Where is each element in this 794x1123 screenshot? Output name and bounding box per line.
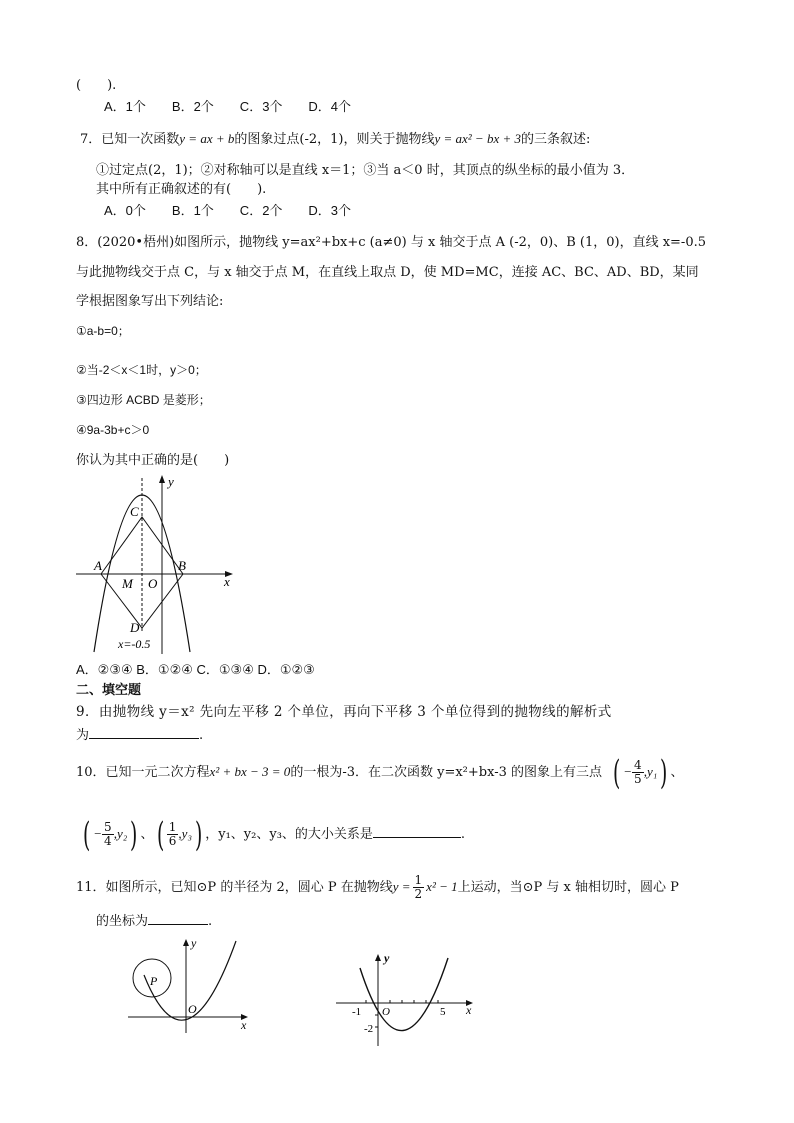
- q11-f2-label-o: O: [382, 1006, 390, 1018]
- q11-prefix: 11．如图所示，已知⊙P 的半径为 2，圆心 P 在抛物线: [76, 880, 393, 895]
- q11-eq-pre: y =: [392, 879, 411, 894]
- q10-stem: [76, 764, 602, 781]
- q8-label-c: C: [130, 504, 139, 519]
- q8-conclusion-4: ④9a-3b+c＞0: [76, 423, 150, 437]
- q11-answer-blank[interactable]: [148, 912, 208, 925]
- q10-p2-y: y₂: [116, 826, 128, 841]
- q10-p3-y: y₃: [181, 826, 192, 841]
- q10-p1-den: 5: [634, 772, 642, 786]
- q7-stem-mid: 的图象过点(-2，1)，则关于抛物线: [234, 132, 435, 147]
- q10-points-row: ( − $\frac{5}{4}$ ,y₂) 、( $\frac{1}{6}$ ,y₃) ，y₁、y₂、y₃、的大小关系是 .: [80, 814, 465, 855]
- q8-label-line: x=-0.5: [118, 637, 151, 651]
- section2-title: 二、填空题: [76, 682, 142, 697]
- q10-p1-y: y₁: [646, 764, 658, 779]
- q8-ask: 你认为其中正确的是( ): [76, 453, 230, 468]
- q10-p2-num: 5: [104, 820, 112, 834]
- q7-func1: y = ax + b: [179, 131, 235, 146]
- q7-statements: ①过定点(2，1)；②对称轴可以是直线 x＝1；③当 a＜0 时，其顶点的纵坐标的最小值为 3．: [96, 163, 635, 178]
- q11-figure-2: [330, 948, 480, 1048]
- q11-f1-label-p: P: [150, 974, 158, 988]
- q11-f2-y-arrow: [375, 954, 381, 961]
- q10-prefix: 10．已知一元二次方程: [76, 765, 210, 780]
- q8-line2: 与此抛物线交于点 C，与 x 轴交于点 M，在直线上取点 D，使 MD=MC，连接 AC、BC、AD、BD，某同: [76, 265, 699, 280]
- q10-p1-num: 4: [634, 758, 642, 772]
- q10-sep-2: 、: [140, 827, 154, 842]
- q8-figure: [70, 472, 240, 657]
- q11-stem: [76, 872, 679, 903]
- q8-label-a: A: [94, 558, 102, 573]
- q6-options: A．1个 B．2个 C．3个 D．4个: [104, 99, 352, 114]
- q10-point-1: ( − $\frac{4}{5}$ ,y₁) 、: [612, 752, 684, 793]
- q11-f2-parabola: [360, 958, 448, 1031]
- q11-line2: 的坐标为 .: [96, 914, 213, 929]
- q10-mid: 的一根为-3．在二次函数 y=x²+bx-3 的图象上有三点: [290, 765, 603, 780]
- q8-line1: 8．(2020•梧州)如图所示，抛物线 y=ax²+bx+c (a≠0) 与 x 轴交于点 A (-2，0)、B (1，0)，直线 x=-0.5: [76, 235, 706, 250]
- q8-conclusion-1: ①a-b=0；: [76, 324, 130, 338]
- q11-f1-label-y: y: [191, 936, 197, 950]
- q10-end: ，y₁、y₂、y₃、的大小关系是: [205, 827, 373, 842]
- q11-frac-den: 2: [414, 887, 423, 901]
- q11-f1-label-x: x: [241, 1018, 247, 1032]
- q9-line2: 为 .: [76, 728, 204, 743]
- q8-y-arrow: [159, 475, 165, 483]
- q8-label-o: O: [148, 576, 158, 591]
- q8-label-m: M: [122, 576, 133, 591]
- q8-conclusion-2: ②当-2＜x＜1时，y＞0；: [76, 363, 207, 377]
- q10-equation: x² + bx − 3 = 0: [209, 764, 291, 779]
- q11-f2-label-m2: -2: [364, 1023, 374, 1035]
- q8-conclusion-3: ③四边形 ACBD 是菱形；: [76, 393, 211, 407]
- q8-options: A．②③④ B．①②④ C．①③④ D．①②③: [76, 662, 315, 677]
- q11-suffix: 上运动，当⊙P 与 x 轴相切时，圆心 P: [457, 880, 679, 895]
- q11-f2-label-y: y: [384, 951, 390, 965]
- q8-label-d: D: [130, 620, 140, 635]
- q11-eq-post: x² − 1: [426, 879, 458, 894]
- q8-label-y: y: [168, 474, 174, 489]
- q11-figure-1: [124, 935, 254, 1035]
- q10-sep-1: 、: [670, 765, 684, 780]
- q9-line2-text: 为: [76, 728, 90, 743]
- q11-f2-label-5: 5: [440, 1006, 446, 1018]
- q7-func2: y = ax² − bx + 3: [434, 131, 521, 146]
- q8-label-x: x: [224, 574, 230, 589]
- q10-p2-den: 4: [104, 834, 112, 848]
- q10-point-2: ( − $\frac{5}{4}$ ,y₂): [82, 814, 138, 855]
- q6-stem-tail: ( ).: [76, 78, 117, 93]
- q7-stem-prefix: 7．已知一次函数: [80, 132, 180, 147]
- q10-point-3: ( $\frac{1}{6}$ ,y₃): [156, 814, 203, 855]
- q9-line1: 9．由抛物线 y＝x² 先向左平移 2 个单位，再向下平移 3 个单位得到的抛物线的解析式: [76, 704, 612, 720]
- q11-f1-y-arrow: [183, 939, 189, 946]
- q10-answer-blank[interactable]: [373, 825, 461, 838]
- q7-stem-end: 的三条叙述:: [521, 132, 591, 147]
- q11-line2-text: 的坐标为: [96, 914, 149, 929]
- q11-f2-ticks: [366, 1000, 438, 1027]
- q11-f1-label-o: O: [188, 1002, 197, 1016]
- q7-stem: [80, 131, 590, 148]
- q10-p3-num: 1: [168, 820, 177, 834]
- q11-frac-num: 1: [414, 873, 423, 887]
- q11-f2-label-x: x: [466, 1003, 472, 1017]
- q7-ask: 其中所有正确叙述的有( ).: [96, 182, 267, 197]
- q8-line3: 学根据图象写出下列结论:: [76, 294, 224, 309]
- q11-f2-label-m1: -1: [352, 1006, 362, 1018]
- q7-options: A．0个 B．1个 C．2个 D．3个: [104, 203, 352, 218]
- q8-label-b: B: [178, 558, 186, 573]
- q9-answer-blank[interactable]: [89, 726, 199, 739]
- q10-p3-den: 6: [168, 834, 177, 848]
